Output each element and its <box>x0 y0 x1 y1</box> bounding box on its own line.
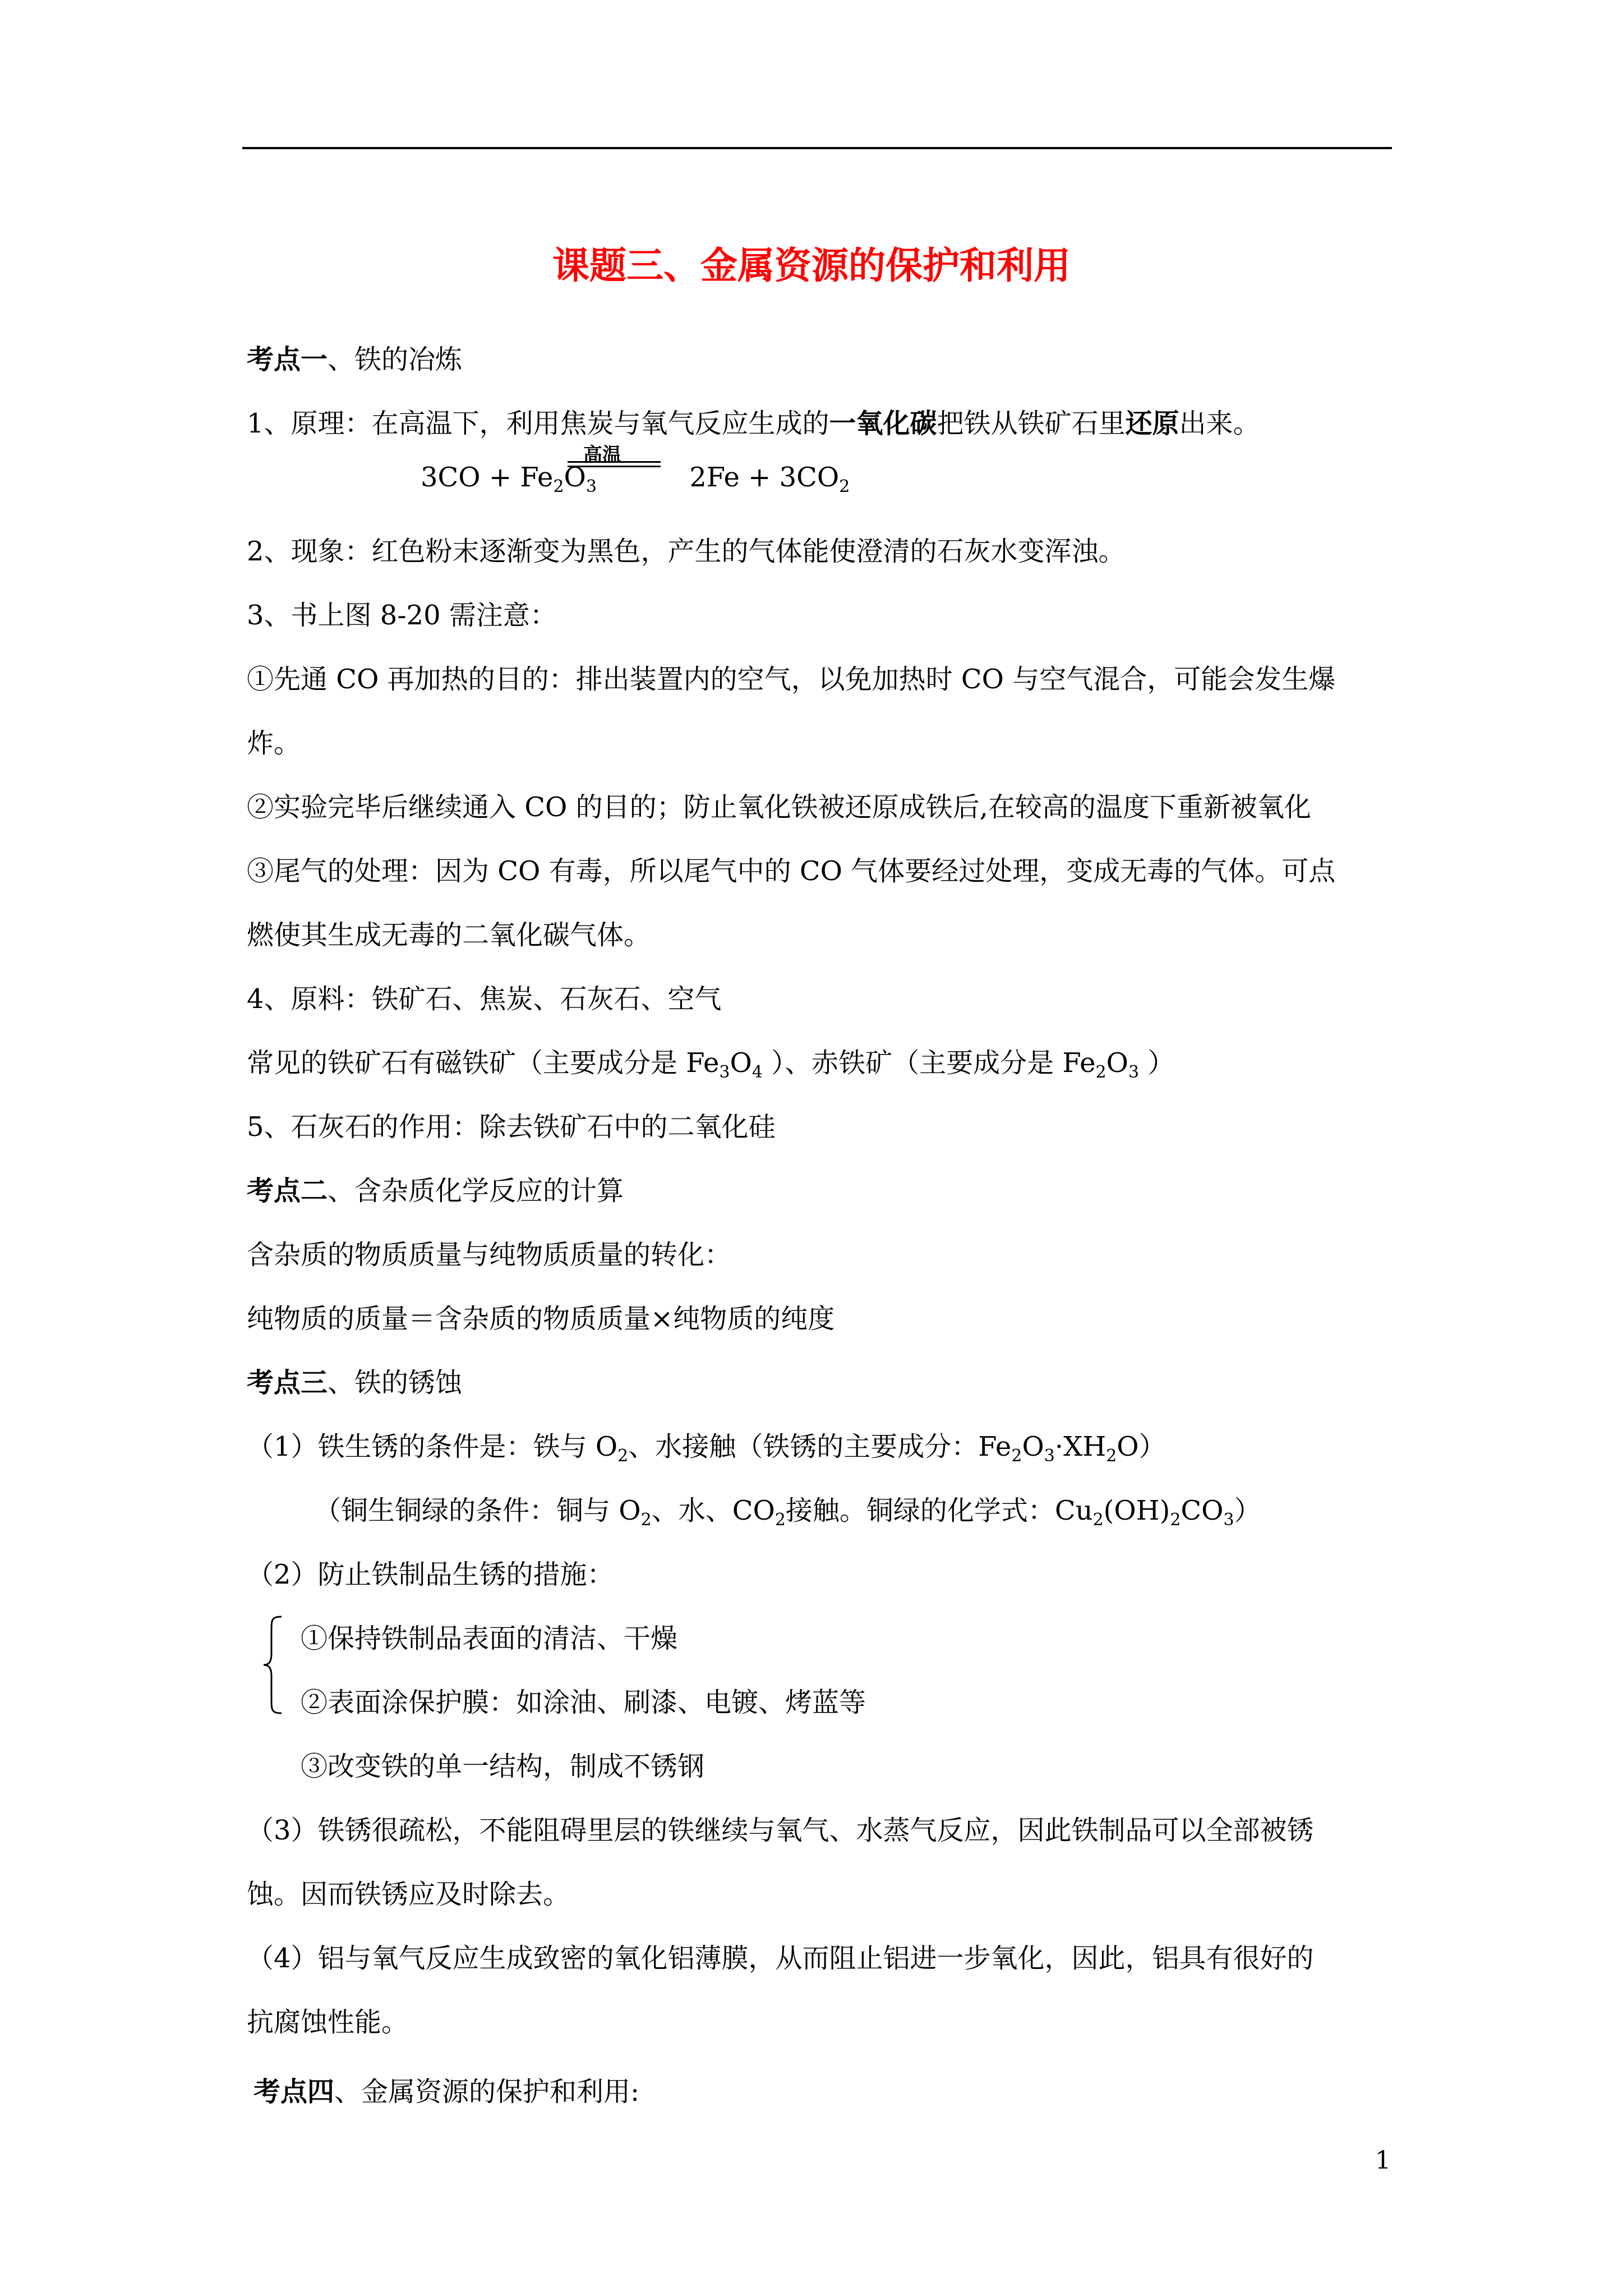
eq-reactants: 3CO + Fe <box>421 462 554 493</box>
section-text: 、铁的锈蚀 <box>328 1367 463 1398</box>
section-heading-4 <box>253 2073 639 2110</box>
text-run: O <box>1106 1047 1128 1079</box>
text-run: ）、赤铁矿（主要成分是 Fe <box>762 1047 1096 1079</box>
subscript: 2 <box>1106 1446 1117 1466</box>
subscript: 3 <box>719 1062 730 1082</box>
prevention-heading: （2）防止铁制品生锈的措施： <box>247 1559 614 1590</box>
header-rule <box>242 147 1392 149</box>
curly-brace-icon <box>261 1614 284 1715</box>
aluminum-line-2: 抗腐蚀性能。 <box>247 2007 409 2038</box>
aluminum-line-1: （4）铝与氧气反应生成致密的氧化铝薄膜，从而阻止铝进一步氧化，因此，铝具有很好的 <box>247 1943 1314 1974</box>
text-run: ） <box>1234 1495 1261 1526</box>
subscript: 3 <box>1044 1446 1055 1466</box>
bold-term: 一氧化碳 <box>829 408 937 439</box>
page-number: 1 <box>1375 2146 1391 2175</box>
paragraph-notes-heading: 3、书上图 8-20 需注意： <box>247 600 557 631</box>
subscript: 2 <box>774 1510 786 1530</box>
measure-2: ②表面涂保护膜：如涂油、刷漆、电镀、烤蓝等 <box>301 1687 866 1718</box>
text-run: O <box>730 1047 752 1079</box>
section-heading-2 <box>247 1172 624 1209</box>
paragraph-formula: 纯物质的质量＝含杂质的物质质量×纯物质的纯度 <box>247 1303 835 1335</box>
paragraph-principle <box>247 405 1260 442</box>
section-label: 考点二 <box>247 1175 328 1207</box>
eq-text: O <box>564 462 586 493</box>
text-run: ·XH <box>1054 1431 1106 1462</box>
section-heading-1 <box>247 341 462 378</box>
text-run: （1）铁生锈的条件是：铁与 O <box>247 1431 618 1462</box>
note-3-line-2: 燃使其生成无毒的二氧化碳气体。 <box>247 919 651 951</box>
bold-term: 还原 <box>1125 408 1179 439</box>
text-run: 、水、CO <box>651 1495 775 1526</box>
paragraph-limestone: 5、石灰石的作用：除去铁矿石中的二氧化硅 <box>247 1111 776 1143</box>
paragraph-materials: 4、原料：铁矿石、焦炭、石灰石、空气 <box>247 983 722 1015</box>
text-run: 1、原理：在高温下，利用焦炭与氧气反应生成的 <box>247 408 829 439</box>
text-run: （铜生铜绿的条件：铜与 O <box>314 1495 641 1526</box>
text-run: CO <box>1181 1495 1224 1526</box>
rust-porous-line-2: 蚀。因而铁锈应及时除去。 <box>247 1879 570 1910</box>
text-run: 出来。 <box>1179 408 1260 439</box>
chemical-equation <box>421 444 850 496</box>
subscript: 2 <box>1011 1446 1022 1466</box>
eq-products: 2Fe + 3CO <box>689 462 840 493</box>
subscript: 3 <box>1223 1510 1234 1530</box>
subscript: 2 <box>617 1446 629 1466</box>
section-label: 考点四 <box>253 2076 335 2108</box>
note-1-line-1: ①先通 CO 再加热的目的：排出装置内的空气，以免加热时 CO 与空气混合，可能会发生爆 <box>247 664 1336 695</box>
subscript: 3 <box>1128 1062 1140 1082</box>
patina-condition <box>314 1492 1261 1529</box>
note-3-line-1: ③尾气的处理：因为 CO 有毒，所以尾气中的 CO 气体要经过处理，变成无毒的气体。可点 <box>247 855 1336 887</box>
text-run: 把铁从铁矿石里 <box>937 408 1126 439</box>
section-text: 、金属资源的保护和利用: <box>334 2076 640 2108</box>
paragraph-ores <box>247 1045 1174 1082</box>
page-title: 课题三、金属资源的保护和利用 <box>552 244 1071 287</box>
section-text: 、含杂质化学反应的计算 <box>328 1175 624 1207</box>
section-heading-3 <box>247 1364 462 1401</box>
subscript: 2 <box>839 477 850 496</box>
text-run: 常见的铁矿石有磁铁矿（主要成分是 Fe <box>247 1047 720 1079</box>
section-label: 考点三 <box>247 1367 328 1398</box>
reaction-condition: 高温 <box>583 444 621 466</box>
subscript: 2 <box>553 477 564 496</box>
subscript: 2 <box>1095 1062 1106 1082</box>
measure-3: ③改变铁的单一结构，制成不锈钢 <box>301 1751 705 1782</box>
equals-bar <box>568 461 661 463</box>
paragraph-conversion: 含杂质的物质质量与纯物质质量的转化： <box>247 1239 732 1271</box>
note-1-line-2: 炸。 <box>247 728 301 759</box>
measure-1: ①保持铁制品表面的清洁、干燥 <box>301 1623 678 1654</box>
text-run: 接触。铜绿的化学式：Cu <box>785 1495 1093 1526</box>
paragraph-phenomenon: 2、现象：红色粉末逐渐变为黑色，产生的气体能使澄清的石灰水变浑浊。 <box>247 536 1126 567</box>
subscript: 2 <box>1092 1510 1104 1530</box>
text-run: 、水接触（铁锈的主要成分：Fe <box>628 1431 1012 1462</box>
note-2: ②实验完毕后继续通入 CO 的目的；防止氧化铁被还原成铁后,在较高的温度下重新被氧化 <box>247 792 1311 823</box>
subscript: 2 <box>640 1510 652 1530</box>
subscript: 3 <box>585 477 597 496</box>
equals-bar <box>568 466 661 467</box>
subscript: 4 <box>751 1062 763 1082</box>
rust-porous-line-1: （3）铁锈很疏松，不能阻碍里层的铁继续与氧气、水蒸气反应，因此铁制品可以全部被锈 <box>247 1815 1314 1846</box>
subscript: 2 <box>1170 1510 1181 1530</box>
section-label: 考点一 <box>247 344 328 375</box>
text-run: O） <box>1117 1431 1166 1462</box>
section-text: 、铁的冶炼 <box>328 344 463 375</box>
text-run: O <box>1022 1431 1044 1462</box>
text-run: ） <box>1139 1047 1175 1079</box>
rust-condition <box>247 1428 1166 1465</box>
text-run: (OH) <box>1103 1495 1170 1526</box>
